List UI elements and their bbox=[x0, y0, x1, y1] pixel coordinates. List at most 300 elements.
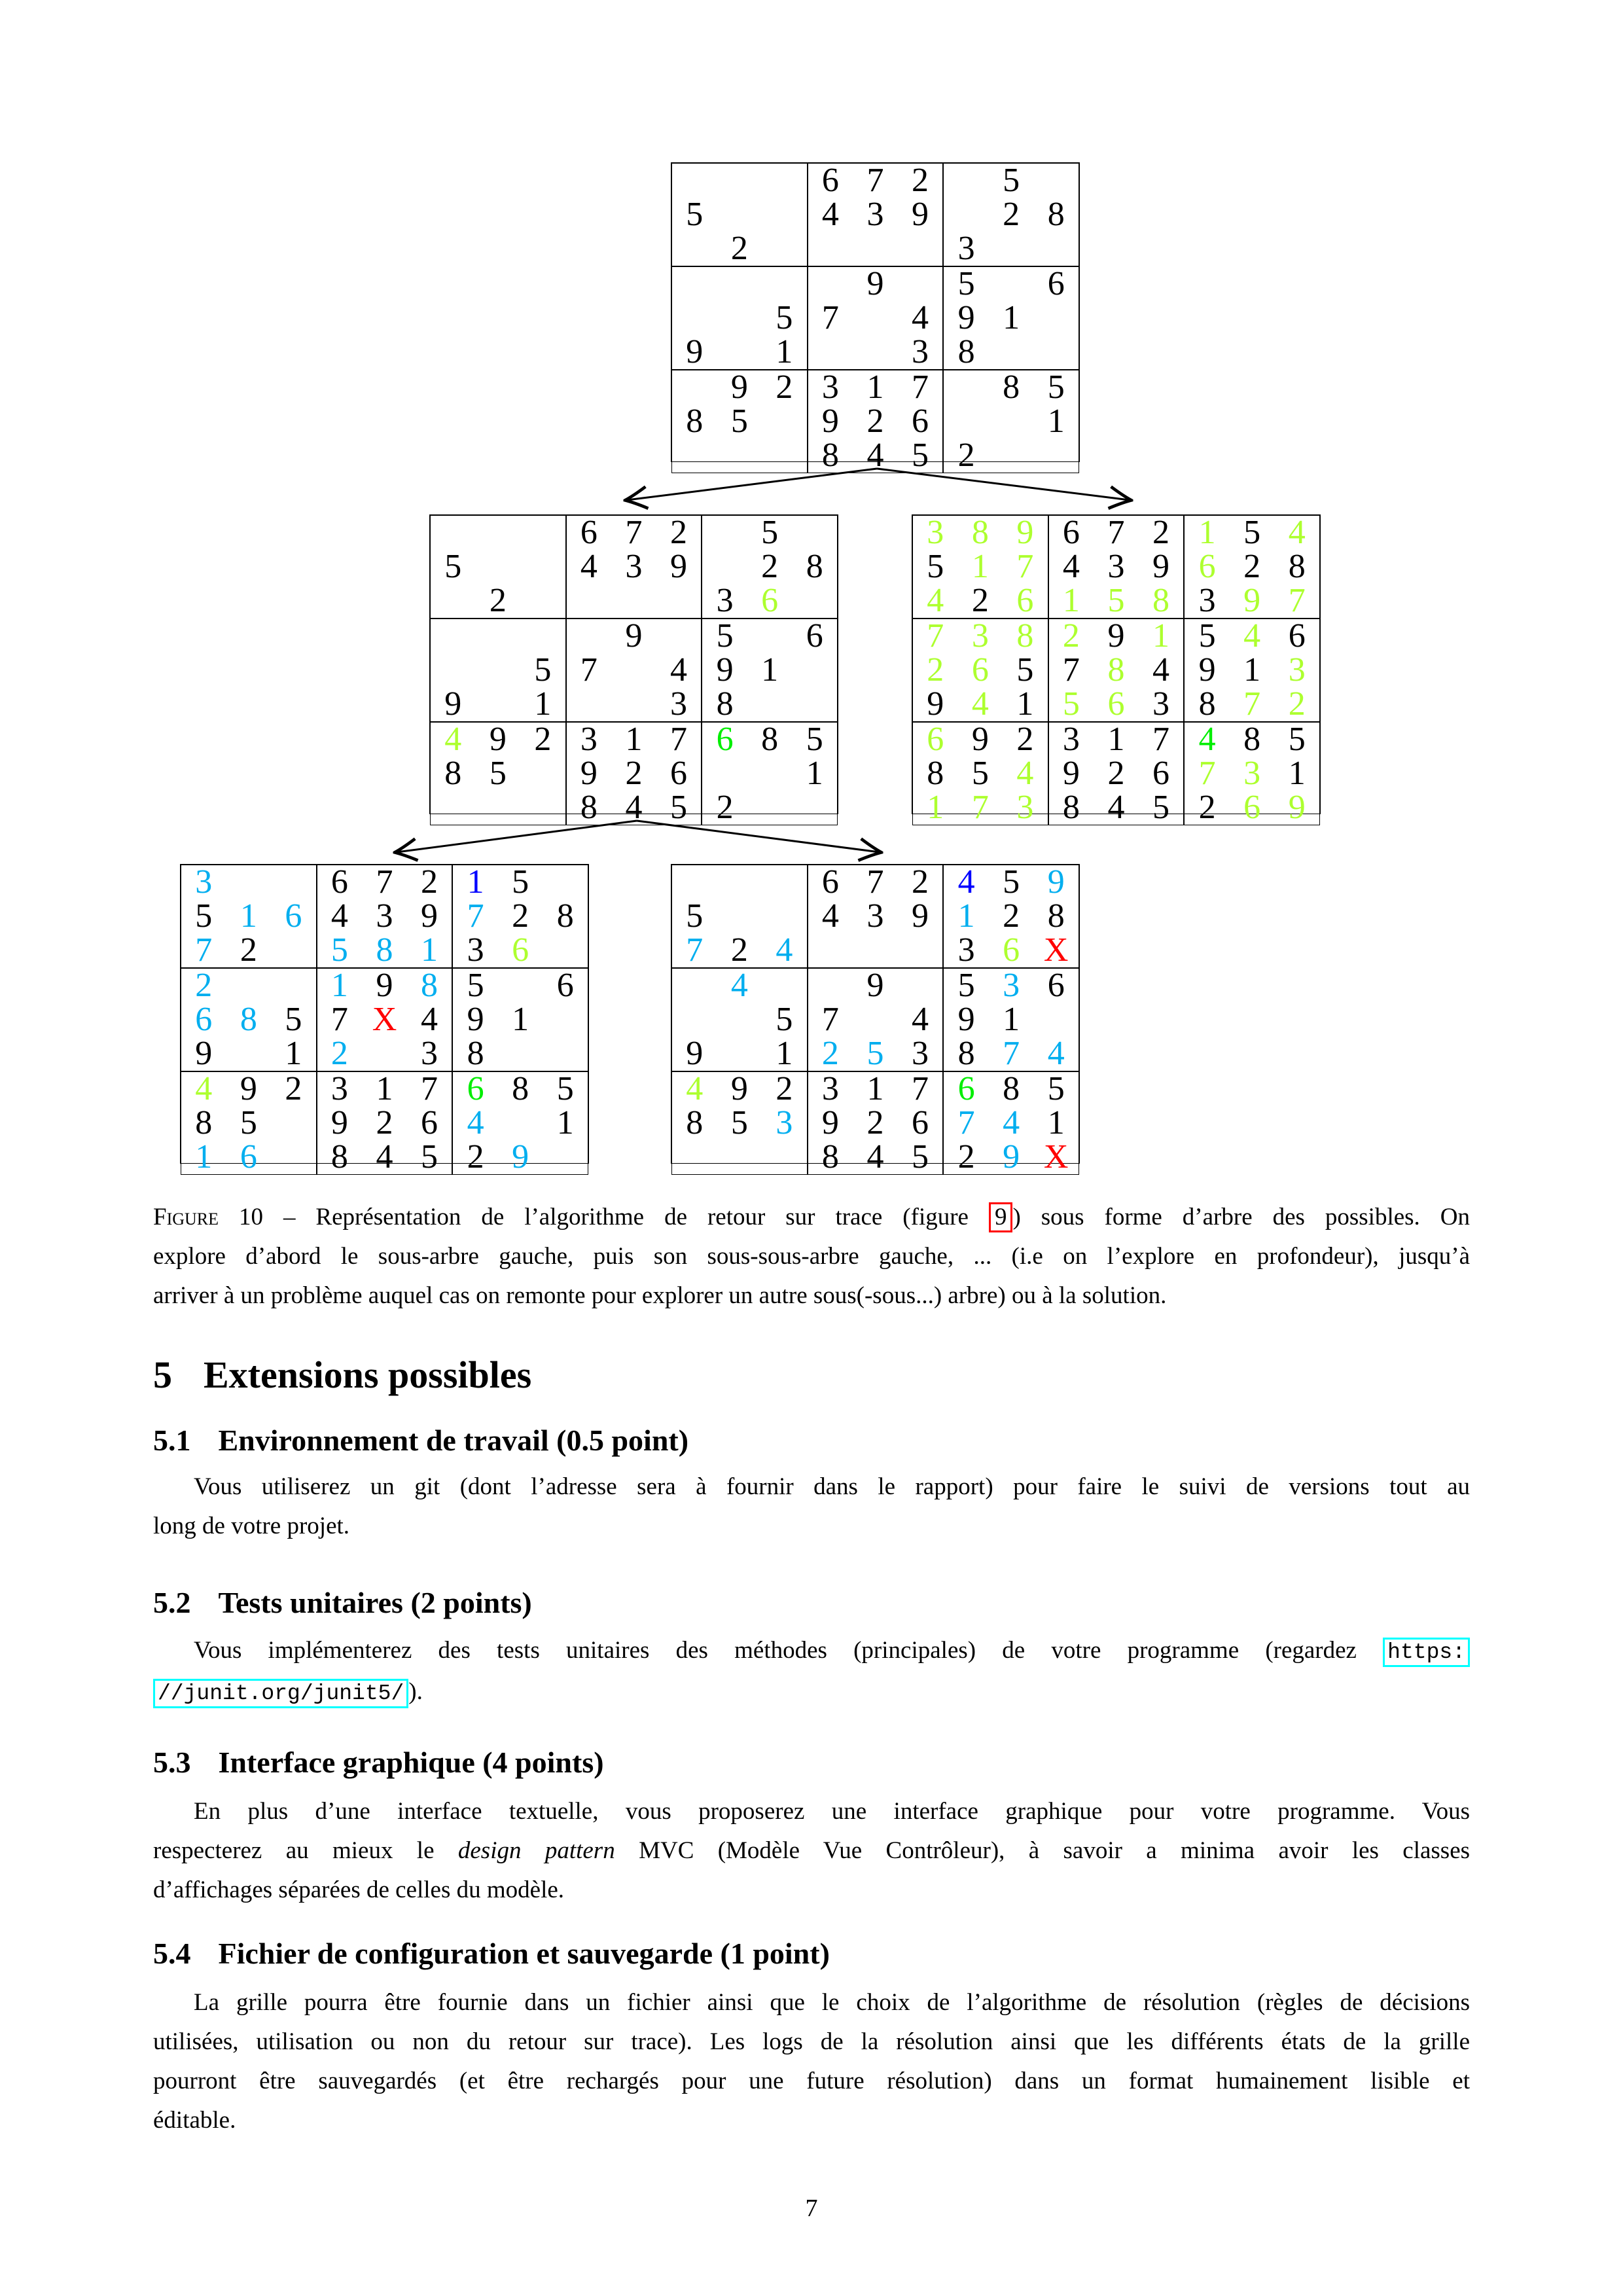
sudoku-cell: 4 bbox=[1047, 1035, 1065, 1072]
sudoku-cell: 4 bbox=[1016, 755, 1034, 792]
sudoku-cell: 5 bbox=[1047, 1070, 1065, 1107]
sudoku-cell: 6 bbox=[330, 863, 348, 901]
text-segment: respecterez au mieux le bbox=[153, 1837, 458, 1864]
text-line bbox=[153, 1467, 1470, 1507]
sudoku-cell: 7 bbox=[686, 931, 704, 969]
sudoku-cell: 6 bbox=[957, 1070, 975, 1107]
sudoku-cell: 4 bbox=[1107, 789, 1125, 826]
sudoku-cell: 4 bbox=[1243, 617, 1261, 655]
sudoku-cell: 2 bbox=[1288, 685, 1306, 723]
sudoku-cell: 7 bbox=[957, 1104, 975, 1141]
sudoku-cell: 5 bbox=[330, 931, 348, 969]
sudoku-cell: 1 bbox=[1047, 403, 1065, 440]
sudoku-cell: 8 bbox=[376, 931, 393, 969]
sudoku-cell: 5 bbox=[957, 967, 975, 1004]
sudoku-cell: 8 bbox=[686, 403, 704, 440]
sudoku-cell: 4 bbox=[866, 437, 884, 474]
sudoku-cell: 4 bbox=[912, 1001, 929, 1038]
sudoku-cell: 6 bbox=[556, 967, 574, 1004]
sudoku-cell: 6 bbox=[1107, 685, 1125, 723]
sudoku-cell: 3 bbox=[467, 931, 484, 969]
sudoku-cell: 8 bbox=[444, 755, 462, 792]
sudoku-cell: 8 bbox=[1062, 789, 1080, 826]
sudoku-cell: 5 bbox=[1198, 617, 1216, 655]
sudoku-cell: 2 bbox=[912, 863, 929, 901]
sudoku-cell: 4 bbox=[580, 548, 597, 585]
section-title: Tests unitaires (2 points) bbox=[218, 1586, 532, 1619]
sudoku-cell: 6 bbox=[912, 403, 929, 440]
sudoku-cell: 1 bbox=[467, 863, 484, 901]
text-line bbox=[153, 2101, 1470, 2140]
text-line bbox=[153, 1831, 1470, 1871]
sudoku-cell: 5 bbox=[957, 265, 975, 302]
sudoku-cell: 6 bbox=[971, 651, 989, 689]
sudoku-cell: 5 bbox=[912, 437, 929, 474]
sudoku-cell: 3 bbox=[1016, 789, 1034, 826]
text-line bbox=[153, 1507, 1470, 1546]
sudoku-cell: 1 bbox=[534, 685, 552, 723]
sudoku-cell: 4 bbox=[625, 789, 643, 826]
sudoku-cell: 1 bbox=[1243, 651, 1261, 689]
sudoku-cell: 6 bbox=[716, 721, 734, 758]
url-link[interactable]: //junit.org/junit5/ bbox=[153, 1679, 408, 1708]
sudoku-cell: 8 bbox=[1288, 548, 1306, 585]
sudoku-cell: 1 bbox=[971, 548, 989, 585]
section-5-3-body bbox=[153, 1792, 1470, 1910]
sudoku-cell: 8 bbox=[467, 1035, 484, 1072]
sudoku-cell: 4 bbox=[330, 897, 348, 935]
sudoku-cell: 2 bbox=[957, 1138, 975, 1175]
sudoku-cell: 9 bbox=[444, 685, 462, 723]
sudoku-cell: 4 bbox=[686, 1070, 704, 1107]
sudoku-cell: 2 bbox=[1198, 789, 1216, 826]
sudoku-cell: 9 bbox=[1152, 548, 1170, 585]
text-segment: utilisées, utilisation ou non du retour sur trace). Les logs de la résolution ainsi que les différents états de la grille bbox=[153, 2028, 1470, 2055]
sudoku-cell: 5 bbox=[927, 548, 944, 585]
sudoku-cell: 9 bbox=[467, 1001, 484, 1038]
sudoku-cell: 7 bbox=[821, 1001, 839, 1038]
sudoku-cell: 7 bbox=[821, 299, 839, 336]
sudoku-cell: 2 bbox=[285, 1070, 302, 1107]
sudoku-cell: 7 bbox=[866, 863, 884, 901]
sudoku-cell: 6 bbox=[240, 1138, 257, 1175]
sudoku-cell: 4 bbox=[1288, 514, 1306, 551]
sudoku-cell: 2 bbox=[866, 1104, 884, 1141]
sudoku-cell: X bbox=[1043, 931, 1069, 969]
sudoku-cell: 8 bbox=[195, 1104, 213, 1141]
sudoku-cell: 1 bbox=[1062, 582, 1080, 619]
text-segment: Vous utiliserez un git (dont l’adresse sera à fournir dans le rapport) pour faire le suivi de versions tout au bbox=[194, 1473, 1470, 1500]
sudoku-cell: 8 bbox=[957, 1035, 975, 1072]
sudoku-cell: 3 bbox=[776, 1104, 793, 1141]
sudoku-cell: 1 bbox=[927, 789, 944, 826]
text-line bbox=[153, 1276, 1470, 1316]
sudoku-cell: 9 bbox=[730, 368, 748, 406]
sudoku-cell: 6 bbox=[927, 721, 944, 758]
sudoku-cell: 2 bbox=[821, 1035, 839, 1072]
sudoku-cell: 4 bbox=[467, 1104, 484, 1141]
sudoku-cell: 7 bbox=[467, 897, 484, 935]
text-segment: long de votre projet. bbox=[153, 1513, 350, 1539]
sudoku-cell: 6 bbox=[761, 582, 779, 619]
sudoku-cell: 2 bbox=[467, 1138, 484, 1175]
sudoku-cell: 4 bbox=[730, 967, 748, 1004]
sudoku-cell: 6 bbox=[1047, 967, 1065, 1004]
text-line bbox=[153, 2062, 1470, 2101]
sudoku-cell: 8 bbox=[927, 755, 944, 792]
sudoku-cell: 9 bbox=[1016, 514, 1034, 551]
sudoku-cell: 7 bbox=[1243, 685, 1261, 723]
sudoku-cell: 2 bbox=[1003, 897, 1020, 935]
sudoku-cell: 8 bbox=[421, 967, 438, 1004]
sudoku-cell: 3 bbox=[195, 863, 213, 901]
sudoku-cell: 7 bbox=[421, 1070, 438, 1107]
sudoku-cell: 8 bbox=[1107, 651, 1125, 689]
sudoku-cell: 7 bbox=[1288, 582, 1306, 619]
sudoku-cell: 1 bbox=[761, 651, 779, 689]
sudoku-cell: 6 bbox=[1288, 617, 1306, 655]
section-number: 5.3 bbox=[153, 1746, 191, 1779]
sudoku-cell: 2 bbox=[330, 1035, 348, 1072]
sudoku-cell: 5 bbox=[971, 755, 989, 792]
sudoku-cell: 6 bbox=[1198, 548, 1216, 585]
sudoku-cell: 5 bbox=[761, 514, 779, 551]
sudoku-cell: 5 bbox=[730, 1104, 748, 1141]
sudoku-cell: 2 bbox=[866, 403, 884, 440]
sudoku-cell: X bbox=[372, 1001, 397, 1038]
sudoku-cell: 1 bbox=[806, 755, 823, 792]
sudoku-cell: 7 bbox=[1152, 721, 1170, 758]
sudoku-cell: 9 bbox=[489, 721, 507, 758]
sudoku-cell: 2 bbox=[240, 931, 257, 969]
sudoku-cell: 1 bbox=[1016, 685, 1034, 723]
sudoku-cell: 2 bbox=[1243, 548, 1261, 585]
sudoku-cell: 7 bbox=[927, 617, 944, 655]
sudoku-cell: 3 bbox=[1003, 967, 1020, 1004]
sudoku-cell: 9 bbox=[580, 755, 597, 792]
sudoku-cell: 3 bbox=[670, 685, 688, 723]
sudoku-cell: 7 bbox=[866, 162, 884, 199]
sudoku-cell: 2 bbox=[1107, 755, 1125, 792]
sudoku-cell: 2 bbox=[670, 514, 688, 551]
sudoku-cell: 9 bbox=[1243, 582, 1261, 619]
sudoku-cell: 3 bbox=[421, 1035, 438, 1072]
sudoku-cell: 6 bbox=[421, 1104, 438, 1141]
text-line bbox=[153, 2022, 1470, 2062]
sudoku-cell: 5 bbox=[285, 1001, 302, 1038]
sudoku-cell: 1 bbox=[1107, 721, 1125, 758]
section-5-3-heading bbox=[153, 1748, 604, 1778]
sudoku-cell: 2 bbox=[927, 651, 944, 689]
sudoku-cell: 3 bbox=[821, 368, 839, 406]
text-segment: – Représentation de l’algorithme de retour sur trace (figure bbox=[262, 1204, 989, 1230]
sudoku-cell: 9 bbox=[1198, 651, 1216, 689]
sudoku-cell: 6 bbox=[467, 1070, 484, 1107]
sudoku-cell: 3 bbox=[716, 582, 734, 619]
sudoku-cell: 8 bbox=[806, 548, 823, 585]
sudoku-cell: 7 bbox=[1198, 755, 1216, 792]
sudoku-cell: 9 bbox=[686, 1035, 704, 1072]
sudoku-cell: 5 bbox=[1062, 685, 1080, 723]
sudoku-cell: 3 bbox=[927, 514, 944, 551]
text-line bbox=[153, 1983, 1470, 2022]
url-link[interactable]: https: bbox=[1383, 1638, 1470, 1667]
sudoku-cell: 8 bbox=[580, 789, 597, 826]
text-line bbox=[153, 1871, 1470, 1910]
sudoku-cell: 8 bbox=[556, 897, 574, 935]
sudoku-cell: 1 bbox=[376, 1070, 393, 1107]
section-5-4-body bbox=[153, 1983, 1470, 2140]
sudoku-cell: 8 bbox=[1152, 582, 1170, 619]
sudoku-cell: 2 bbox=[957, 437, 975, 474]
sudoku-cell: 1 bbox=[195, 1138, 213, 1175]
sudoku-cell: 2 bbox=[730, 931, 748, 969]
sudoku-cell: 3 bbox=[866, 196, 884, 233]
sudoku-cell: 2 bbox=[1016, 721, 1034, 758]
sudoku-cell: 8 bbox=[1047, 897, 1065, 935]
sudoku-cell: 9 bbox=[1003, 1138, 1020, 1175]
sudoku-cell: 3 bbox=[912, 1035, 929, 1072]
sudoku-cell: 2 bbox=[376, 1104, 393, 1141]
sudoku-cell: 6 bbox=[670, 755, 688, 792]
sudoku-cell: 7 bbox=[1003, 1035, 1020, 1072]
text-segment: MVC (Modèle Vue Contrôleur), à savoir a minima avoir les classes bbox=[615, 1837, 1471, 1864]
text-segment: Vous implémenterez des tests unitaires des méthodes (principales) de votre programme (regardez bbox=[194, 1637, 1383, 1664]
sudoku-cell: 5 bbox=[512, 863, 529, 901]
arrow-root-to-left bbox=[627, 469, 877, 500]
sudoku-cell: 3 bbox=[1288, 651, 1306, 689]
sudoku-cell: 5 bbox=[1243, 514, 1261, 551]
sudoku-cell: 2 bbox=[1062, 617, 1080, 655]
section-5-1-body bbox=[153, 1467, 1470, 1546]
sudoku-cell: 7 bbox=[1107, 514, 1125, 551]
sudoku-cell: 1 bbox=[1198, 514, 1216, 551]
section-title: Environnement de travail (0.5 point) bbox=[218, 1424, 689, 1457]
sudoku-cell: 9 bbox=[670, 548, 688, 585]
sudoku-cell: 9 bbox=[821, 403, 839, 440]
sudoku-cell: 5 bbox=[716, 617, 734, 655]
sudoku-cell: 3 bbox=[376, 897, 393, 935]
sudoku-cell: 3 bbox=[971, 617, 989, 655]
text-line bbox=[153, 1672, 1470, 1713]
sudoku-cell: 4 bbox=[971, 685, 989, 723]
sudoku-cell: 3 bbox=[625, 548, 643, 585]
sudoku-cell: 9 bbox=[330, 1104, 348, 1141]
sudoku-cell: 2 bbox=[716, 789, 734, 826]
section-5-4-heading bbox=[153, 1939, 830, 1969]
sudoku-cell: 2 bbox=[761, 548, 779, 585]
section-number: 5 bbox=[153, 1354, 172, 1396]
sudoku-cell: 7 bbox=[580, 651, 597, 689]
sudoku-cell: 5 bbox=[730, 403, 748, 440]
sudoku-cell: 6 bbox=[285, 897, 302, 935]
sudoku-cell: 8 bbox=[1198, 685, 1216, 723]
sudoku-cell: 9 bbox=[421, 897, 438, 935]
sudoku-cell: 9 bbox=[1288, 789, 1306, 826]
sudoku-cell: 9 bbox=[716, 651, 734, 689]
sudoku-cell: 2 bbox=[1003, 196, 1020, 233]
text-segment: design pattern bbox=[457, 1837, 615, 1864]
sudoku-cell: 4 bbox=[195, 1070, 213, 1107]
sudoku-cell: 3 bbox=[1062, 721, 1080, 758]
sudoku-cell: 8 bbox=[821, 437, 839, 474]
sudoku-cell: 7 bbox=[971, 789, 989, 826]
sudoku-cell: 5 bbox=[467, 967, 484, 1004]
sudoku-cell: 1 bbox=[421, 931, 438, 969]
sudoku-cell: 5 bbox=[912, 1138, 929, 1175]
sudoku-cell: 6 bbox=[1243, 789, 1261, 826]
sudoku-cell: 3 bbox=[580, 721, 597, 758]
sudoku-cell: 8 bbox=[1003, 1070, 1020, 1107]
section-title: Interface graphique (4 points) bbox=[218, 1746, 604, 1779]
sudoku-cell: 4 bbox=[957, 863, 975, 901]
sudoku-cell: 4 bbox=[1062, 548, 1080, 585]
sudoku-cell: 8 bbox=[686, 1104, 704, 1141]
figure-ref-link[interactable]: 9 bbox=[989, 1202, 1013, 1232]
sudoku-cell: 3 bbox=[1152, 685, 1170, 723]
sudoku-cell: 9 bbox=[730, 1070, 748, 1107]
sudoku-cell: 5 bbox=[195, 897, 213, 935]
sudoku-cell: 8 bbox=[971, 514, 989, 551]
sudoku-cell: 4 bbox=[421, 1001, 438, 1038]
sudoku-cell: 4 bbox=[866, 1138, 884, 1175]
sudoku-cell: 9 bbox=[1107, 617, 1125, 655]
sudoku-cell: 1 bbox=[1288, 755, 1306, 792]
figure-caption bbox=[153, 1198, 1470, 1316]
sudoku-cell: 6 bbox=[912, 1104, 929, 1141]
sudoku-cell: 5 bbox=[686, 897, 704, 935]
sudoku-cell: 2 bbox=[195, 967, 213, 1004]
sudoku-cell: 6 bbox=[512, 931, 529, 969]
sudoku-cell: 6 bbox=[821, 863, 839, 901]
caption-label: Figure 10 bbox=[153, 1204, 263, 1230]
sudoku-cell: 9 bbox=[1047, 863, 1065, 901]
sudoku-cell: 6 bbox=[580, 514, 597, 551]
sudoku-cell: 8 bbox=[957, 333, 975, 370]
sudoku-cell: 5 bbox=[1003, 162, 1020, 199]
sudoku-cell: 6 bbox=[1047, 265, 1065, 302]
sudoku-cell: 1 bbox=[240, 897, 257, 935]
sudoku-cell: 8 bbox=[1243, 721, 1261, 758]
sudoku-cell: 4 bbox=[444, 721, 462, 758]
sudoku-cell: 2 bbox=[625, 755, 643, 792]
sudoku-cell: 5 bbox=[534, 651, 552, 689]
sudoku-cell: 9 bbox=[866, 967, 884, 1004]
sudoku-cell: 9 bbox=[1062, 755, 1080, 792]
sudoku-cell: 9 bbox=[971, 721, 989, 758]
arrow-child-to-leaf-left bbox=[397, 821, 637, 852]
sudoku-cell: 8 bbox=[1047, 196, 1065, 233]
text-segment: éditable. bbox=[153, 2107, 236, 2134]
sudoku-cell: 7 bbox=[195, 931, 213, 969]
sudoku-cell: 5 bbox=[670, 789, 688, 826]
sudoku-cell: 8 bbox=[716, 685, 734, 723]
sudoku-cell: 9 bbox=[376, 967, 393, 1004]
sudoku-cell: 1 bbox=[1152, 617, 1170, 655]
sudoku-cell: 3 bbox=[1198, 582, 1216, 619]
section-5-2-heading bbox=[153, 1588, 532, 1618]
text-line bbox=[153, 1792, 1470, 1831]
sudoku-cell: 4 bbox=[912, 299, 929, 336]
sudoku-cell: 2 bbox=[776, 368, 793, 406]
sudoku-cell: 5 bbox=[489, 755, 507, 792]
sudoku-cell: 4 bbox=[670, 651, 688, 689]
sudoku-cell: 2 bbox=[912, 162, 929, 199]
sudoku-cell: 5 bbox=[444, 548, 462, 585]
sudoku-cell: 1 bbox=[625, 721, 643, 758]
sudoku-cell: 6 bbox=[1016, 582, 1034, 619]
text-line bbox=[153, 1237, 1470, 1276]
arrow-child-to-leaf-right bbox=[637, 821, 880, 852]
sudoku-cell: 5 bbox=[866, 1035, 884, 1072]
section-5-1-heading bbox=[153, 1426, 688, 1456]
sudoku-cell: 8 bbox=[330, 1138, 348, 1175]
sudoku-cell: 3 bbox=[912, 333, 929, 370]
sudoku-cell: 5 bbox=[686, 196, 704, 233]
sudoku-cell: 5 bbox=[776, 1001, 793, 1038]
sudoku-cell: 1 bbox=[1047, 1104, 1065, 1141]
sudoku-cell: 5 bbox=[556, 1070, 574, 1107]
sudoku-cell: 5 bbox=[1152, 789, 1170, 826]
sudoku-cell: 9 bbox=[912, 196, 929, 233]
text-segment: ) sous forme d’arbre des possibles. On bbox=[1012, 1204, 1470, 1230]
sudoku-cell: 1 bbox=[776, 1035, 793, 1072]
sudoku-cell: 1 bbox=[1003, 1001, 1020, 1038]
sudoku-cell: 7 bbox=[912, 368, 929, 406]
section-5-2-body bbox=[153, 1631, 1470, 1713]
section-5-heading bbox=[153, 1356, 531, 1394]
text-segment: pourront être sauvegardés (et être rechargés pour une future résolution) dans un format humainement lisible et bbox=[153, 2068, 1470, 2094]
sudoku-cell: 5 bbox=[1107, 582, 1125, 619]
sudoku-cell: 2 bbox=[512, 897, 529, 935]
sudoku-cell: 7 bbox=[625, 514, 643, 551]
section-title: Fichier de configuration et sauvegarde (1 point) bbox=[218, 1937, 830, 1970]
sudoku-cell: X bbox=[1043, 1138, 1069, 1175]
sudoku-cell: 8 bbox=[240, 1001, 257, 1038]
sudoku-cell: 5 bbox=[806, 721, 823, 758]
sudoku-cell: 7 bbox=[330, 1001, 348, 1038]
sudoku-cell: 9 bbox=[821, 1104, 839, 1141]
sudoku-cell: 9 bbox=[240, 1070, 257, 1107]
sudoku-cell: 1 bbox=[285, 1035, 302, 1072]
section-title: Extensions possibles bbox=[204, 1354, 532, 1396]
text-line bbox=[153, 1198, 1470, 1237]
sudoku-cell: 8 bbox=[1016, 617, 1034, 655]
sudoku-cell: 9 bbox=[957, 299, 975, 336]
text-segment: ). bbox=[408, 1678, 423, 1705]
text-line bbox=[153, 1631, 1470, 1672]
sudoku-cell: 9 bbox=[195, 1035, 213, 1072]
sudoku-cell: 3 bbox=[957, 230, 975, 267]
sudoku-cell: 9 bbox=[912, 897, 929, 935]
sudoku-cell: 6 bbox=[821, 162, 839, 199]
sudoku-cell: 2 bbox=[534, 721, 552, 758]
sudoku-cell: 9 bbox=[512, 1138, 529, 1175]
sudoku-cell: 7 bbox=[376, 863, 393, 901]
sudoku-cell: 8 bbox=[512, 1070, 529, 1107]
text-segment: d’affichages séparées de celles du modèle. bbox=[153, 1876, 565, 1903]
sudoku-cell: 5 bbox=[1288, 721, 1306, 758]
sudoku-cell: 1 bbox=[776, 333, 793, 370]
sudoku-cell: 1 bbox=[866, 368, 884, 406]
sudoku-cell: 6 bbox=[806, 617, 823, 655]
sudoku-cell: 1 bbox=[866, 1070, 884, 1107]
sudoku-cell: 8 bbox=[1003, 368, 1020, 406]
sudoku-cell: 8 bbox=[761, 721, 779, 758]
sudoku-cell: 2 bbox=[421, 863, 438, 901]
sudoku-cell: 6 bbox=[1062, 514, 1080, 551]
sudoku-cell: 3 bbox=[957, 931, 975, 969]
